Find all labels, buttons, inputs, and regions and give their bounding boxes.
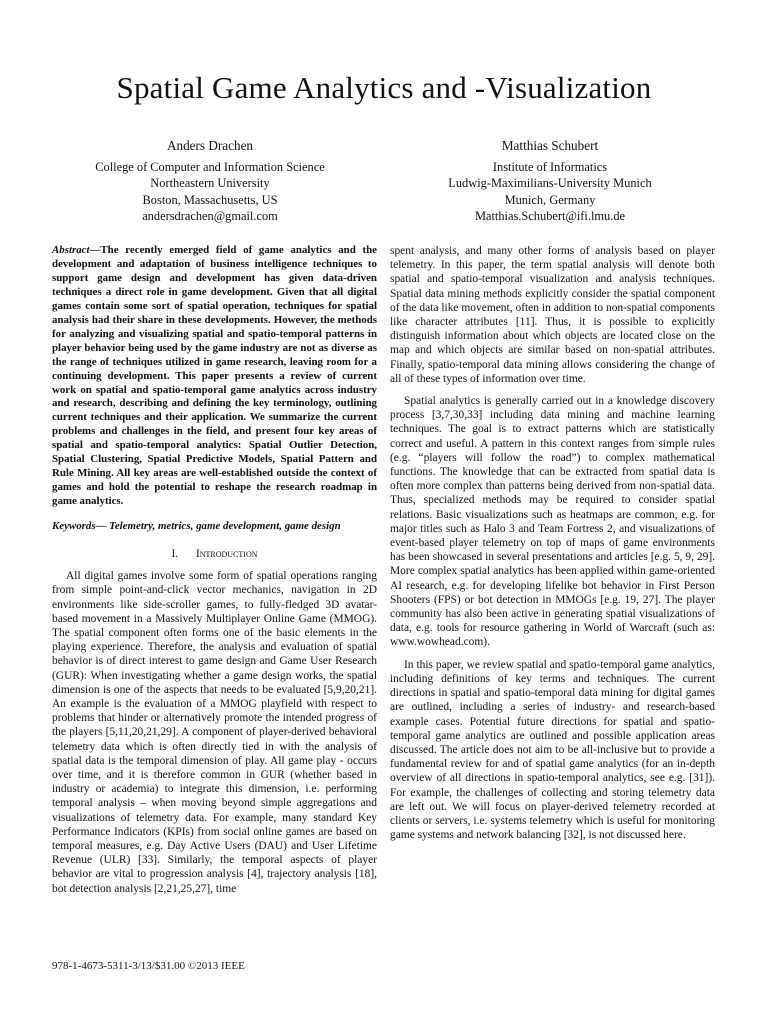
author-name: Anders Drachen	[166, 138, 254, 153]
author-affiliation: Institute of Informatics	[492, 160, 608, 175]
right-column	[390, 244, 715, 842]
author-block-drachen	[45, 138, 375, 224]
author-location: Munich, Germany	[504, 192, 596, 207]
author-block-schubert	[385, 138, 715, 224]
abstract-text: —The recently emerged field of game analytics and the development and adaptation of business intelligence techniques to support game design and development has given data-driven techniques a direct role in game development. Given that all digital games contain some sort of spatial operation, techniques for spatial analysis had their share in these developments. However, the methods for analyzing and visualizing spatial and spatio-temporal patterns in player behavior being used by the game industry are not as diverse as the range of techniques utilized in game research, leaving room for a continuing development. This paper presents a review of current work on spatial and spatio-temporal game analytics across industry and research, describing and defining the key terminology, outlining current techniques and their application. We summarize the current problems and challenges in the field, and present four key areas of spatial and spatio-temporal analytics: Spatial Outlier Detection, Spatial Clustering, Spatial Predictive Models, Spatial Pattern and Rule Mining. All key areas are well-established outside the context of games and hold the potential to reshape the research roadmap in game analytics.	[52, 244, 377, 508]
abstract	[52, 244, 377, 509]
body-paragraph: spent analysis, and many other forms of analysis based on player telemetry. In this paper, the term spatial analysis will denote both spatial and spatio-temporal visualization and analysis techniques. Spatial data mining methods explicitly consider the spatial component of the data like movement, often in addition to non-spatial components like character attributes [11]. Thus, it is possible to explicitly distinguish information about which objects are located close on the map and which objects are similar based on non-spatial attributes. Finally, spatio-temporal data mining allows considering the change of all of these types of information over time.	[390, 245, 715, 385]
paper-title: Spatial Game Analytics and -Visualization	[116, 70, 652, 105]
author-email: Matthias.Schubert@ifi.lmu.de	[474, 208, 626, 223]
copyright-footer: 978-1-4673-5311-3/13/$31.00 ©2013 IEEE	[52, 960, 245, 972]
abstract-lead: Abstract	[52, 244, 90, 256]
body-paragraph: All digital games involve some form of spatial operations ranging from simple point-and-click vector mechanics, navigation in 2D environments like side-scroller games, to fully-fledged 3D avatar-based movement in a Massively Multiplayer Online Game (MMOG). The spatial component often forms one of the basic elements in the playing experience. Therefore, the analysis and evaluation of spatial behavior is of direct interest to game design and Game User Research (GUR): When investigating whether a game design works, the spatial dimension is one of the aspects that needs to be evaluated [5,9,20,21]. An example is the evaluation of a MMOG playfield with respect to problems that hinder or alternatively promote the intended progress of the players [5,11,20,21,29]. A component of player-derived behavioral telemetry data which is often directly tied in with the analysis of spatial data is the temporal dimension of play. All game play - occurs over time, and it is therefore common in GUR (whether based in industry or academia) to integrate this dimension, i.e. performing temporal analysis – when moving beyond simple aggregations and visualizations of telemetry data. For example, many standard Key Performance Indicators (KPIs) from social online games are based on temporal measures, e.g. Day Active Users (DAU) and User Lifetime Revenue (ULR) [33]. Similarly, the temporal aspects of player behavior are vital to progression analysis [4], trajectory analysis [18], bot detection analysis [2,21,25,27], time	[52, 570, 377, 895]
body-paragraph: Spatial analytics is generally carried out in a knowledge discovery process [3,7,30,33] including data mining and machine learning techniques. The goal is to extract patterns which are statistically correct and useful. A pattern in this context ranges from simple rules (e.g. “players will follow the road”) to complex mathematical functions. The knowledge that can be extracted from spatial data is often more complex than patterns being derived from non-spatial data. Thus, specialized methods may be required to consider spatial relations. Basic visualizations such as heatmaps are common, e.g. for major titles such as Halo 3 and Team Fortress 2, and visualizations of event-based player telemetry on top of maps of game environments has been showcased in several presentations and articles [e.g. 5, 9, 29]. More complex spatial analytics has been applied within game-oriented AI research, e.g. for developing lifelike bot behavior in First Person Shooters (FPS) or bot detection in MMOGs [e.g. 19, 27]. The player community has also been active in generating spatial visualizations of data, e.g. tools for resource gathering in World of Warcraft (such as: www.wowhead.com).	[390, 395, 715, 649]
keywords: Keywords— Telemetry, metrics, game development, game design	[52, 520, 341, 533]
section-heading	[52, 547, 377, 561]
author-name: Matthias Schubert	[501, 138, 599, 153]
author-institution: Ludwig-Maximilians-University Munich	[448, 176, 652, 191]
author-institution: Northeastern University	[150, 176, 270, 191]
body-paragraph: In this paper, we review spatial and spatio-temporal game analytics, including definitions of key terms and techniques. The current directions in spatial and spatio-temporal data mining for digital games are outlined, including a series of industry- and research-based example cases. Potential future directions for spatial and spatio-temporal game analytics are outlined and possible application areas discussed. The article does not aim to be all-inclusive but to provide a fundamental review for and of spatial game analytics (for an in-depth overview of all directions in spatio-temporal analytics, see e.g. [31]). For example, the challenges of collecting and storing telemetry data are left out. We will focus on player-derived telemetry recorded at clients or servers, i.e. systems telemetry which is useful for monitoring game systems and network balancing [32], is not discussed here.	[390, 658, 715, 842]
section-number: I.	[171, 548, 179, 561]
author-email: andersdrachen@gmail.com	[142, 208, 278, 223]
author-affiliation: College of Computer and Information Science	[95, 160, 325, 175]
author-location: Boston, Massachusetts, US	[142, 192, 278, 207]
left-column	[52, 244, 377, 896]
section-title: Introduction	[196, 548, 258, 561]
